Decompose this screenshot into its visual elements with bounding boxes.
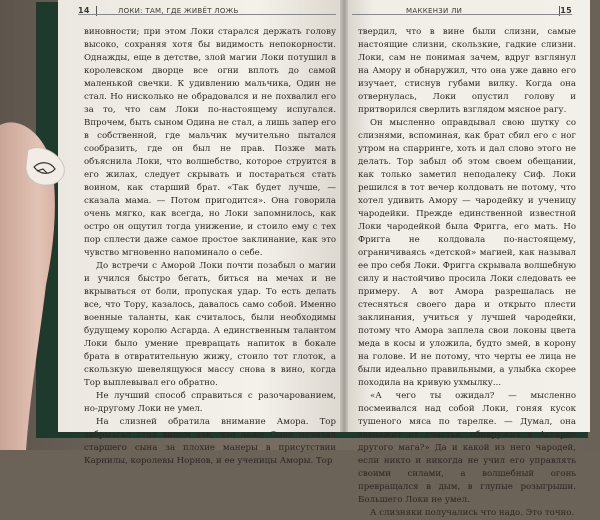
- right-paragraph-3: «А чего ты ожидал? — мысленно посмеивался над собой Локи, гоняя кусок тушеного мяса по тарелке. — Думал, она завизжит от счастья, обнаружив в Асгарде другого мага?» Да и какой из него чародей, если никто и никогда не учил его управлять своими силами, а волшебный огонь превращался в дым, в глупые розыгрыши. Большего Локи не умел.: [358, 391, 576, 505]
- left-running-head: [78, 6, 334, 20]
- right-page-number: 15: [560, 6, 572, 15]
- right-running-head: [354, 6, 572, 20]
- fingernail: [26, 148, 64, 185]
- left-page-text: [84, 26, 336, 468]
- right-paragraph-2: Он мысленно оправдывал свою шутку со слизнями, вспоминая, как брат сбил его с ног утром на спарринге, хоть и дал слово этого не делать. Тор забыл об этом своем обещании, как только заметил неподалеку Сиф. Локи решился в тот вечер колдовать не потому, что хотел удивить Амору — чародейку и ученицу чародейки. Прежде единственной известной Локи чародейкой была Фригга, его мать. Но Фригга не колдовала по-настоящему, ограничиваясь «детской» магией, как называл ее про себя Локи. Фригга скрывала волшебную силу и настойчиво просила Локи следовать ее примеру. А вот Амора разрешалась не стесняться своего дара и открыто плести заклинания, учиться у лучшей чародейки, потому что Амора заплела свои локоны цвета меда в косы и уложила, будто змей, в корону на голове. И не потому, что черты ее лица не были идеально правильными, а улыбка скорее походила на кривую ухмылку...: [358, 118, 576, 388]
- left-paragraph-2: До встречи с Аморой Локи почти позабыл о магии и учился быстро бегать, биться на мечах и не вкрываться от боли, пропуская удар. То есть делать все, что Тору, казалось, давалось само собой. Именно военные таланты, как считалось, были необходимы будущему королю Асгарда. А единственным талантом Локи было умение превращать напиток в бокале брата в отвратительную жижу, стоило тот глоток, а скользкую шевелящуюся массу снова в вино, когда Тор выплевывал его обратно.: [84, 261, 336, 388]
- left-paragraph-3: Не лучший способ справиться с разочарованием, но-другому Локи не умел.: [84, 391, 336, 414]
- right-page: [344, 0, 590, 518]
- left-paragraph-1: виновности; при этом Локи старался держать голову высоко, сохраняя хотя бы видимость непокорности. Однажды, еще в детстве, злой магии Локи потушил в королевском дворце все огни вплоть до самой маленькой свечки. К удивлению мальчика, Один не стал. Но нисколько не обрадовался и не похвалил его за то, что сам Локи по-настоящему испугался. Впрочем, быть сыном Одина не стал, а лишь запер его в собственной, где мальчик мучительно пытался сообразить, где он был не прав. Позже мать объяснила Локи, что волшебство, которое струится в его жилах, следует скрывать и постараться стать воином, как старший брат. «Так будет лучше, — сказала мама. — Потом пригодится». Она говорила очень мягко, как всегда, но Локи запомнилось, как остро он ощутил тогда унижение, и стоило ему с тех пор сплести даже самое простое заклинание, как это чувство мгновенно напоминало о себе.: [84, 27, 336, 258]
- hand: [0, 95, 70, 450]
- right-running-title: МАККЕНЗИ ЛИ: [406, 7, 463, 15]
- right-paragraph-4: А слизняки получались что надо. Это точно.: [370, 508, 575, 518]
- left-head-rule: [78, 14, 336, 15]
- open-book: [22, 0, 588, 518]
- left-running-title: ЛОКИ: ТАМ, ГДЕ ЖИВЁТ ЛОЖЬ: [118, 7, 239, 15]
- right-paragraph-1: твердил, что в вине были слизни, самые настоящие слизни, скользкие, гадкие слизни. Локи, сам не понимая зачем, вдруг взглянул на Амору и обнаружил, что она уже давно его изучает, стиснув губами вилку. Когда она отвернулась, Локи опустил голову и притворился сверлить взглядом мясное рагу.: [358, 27, 576, 115]
- left-page: [58, 0, 344, 466]
- left-paragraph-4: На слизней обратила внимание Амора. Тор забрызгал стол вином так, что даже Один отчитал старшего сына за плохие манеры в присутствии Карнилы, королевы Норнов, и ее ученицы Аморы. Тор: [84, 417, 336, 466]
- right-page-text: [358, 26, 576, 520]
- book-spine-gutter: [340, 0, 348, 432]
- right-head-rule: [352, 14, 572, 15]
- left-page-number: 14: [78, 6, 90, 15]
